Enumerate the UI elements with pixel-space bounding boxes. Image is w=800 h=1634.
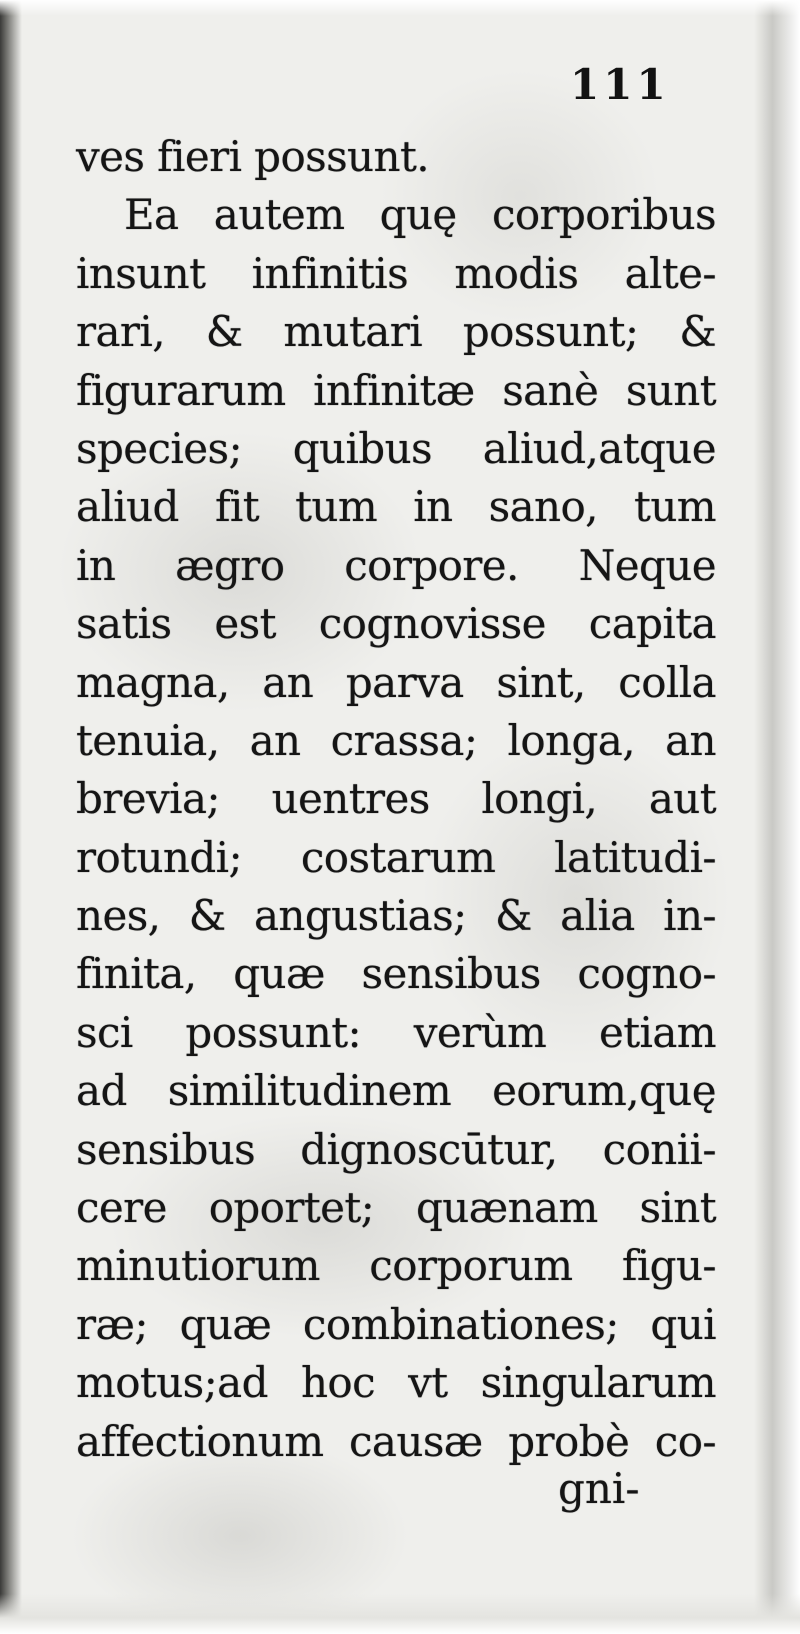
page-gutter-shadow <box>0 0 22 1634</box>
text-line: motus;ad hoc vt singularum <box>76 1358 716 1408</box>
text-line: finita, quæ sensibus cogno- <box>76 949 716 999</box>
text-line: sci possunt: verùm etiam <box>76 1007 716 1057</box>
text-line: rotundi; costarum latitudi- <box>76 832 716 882</box>
text-line: brevia; uentres longi, aut <box>76 774 716 824</box>
page-bottom-edge <box>0 1594 800 1634</box>
text-line: figurarum infinitæ sanè sunt <box>76 365 716 415</box>
text-line: affectionum causæ probè co- <box>76 1416 716 1466</box>
text-line: cere oportet; quænam sint <box>76 1183 716 1233</box>
text-line: tenuia, an crassa; longa, an <box>76 715 716 765</box>
text-line: insunt infinitis modis alte- <box>76 248 716 298</box>
text-line: Ea autem quę corporibus <box>124 190 716 240</box>
text-line: ad similitudinem eorum,quę <box>76 1066 716 1116</box>
page-number: 111 <box>570 60 670 109</box>
text-line: aliud fit tum in sano, tum <box>76 482 716 532</box>
text-line: magna, an parva sint, colla <box>76 657 716 707</box>
page-outer-edge <box>754 0 800 1634</box>
text-line: sensibus dignoscūtur, conii- <box>76 1124 716 1174</box>
text-line: rari, & mutari possunt; & <box>76 307 716 357</box>
catchword: gni- <box>558 1464 640 1513</box>
body-text <box>76 128 716 1471</box>
text-line: nes, & angustias; & alia in- <box>76 891 716 941</box>
text-line: species; quibus aliud,atque <box>76 423 716 473</box>
text-line: satis est cognovisse capita <box>76 599 716 649</box>
page-top-edge <box>0 0 800 16</box>
text-line: ræ; quæ combinationes; qui <box>76 1299 716 1349</box>
text-line: minutiorum corporum figu- <box>76 1241 716 1291</box>
text-line: in ægro corpore. Neque <box>76 540 716 590</box>
text-line: ves fieri possunt. <box>76 132 429 181</box>
